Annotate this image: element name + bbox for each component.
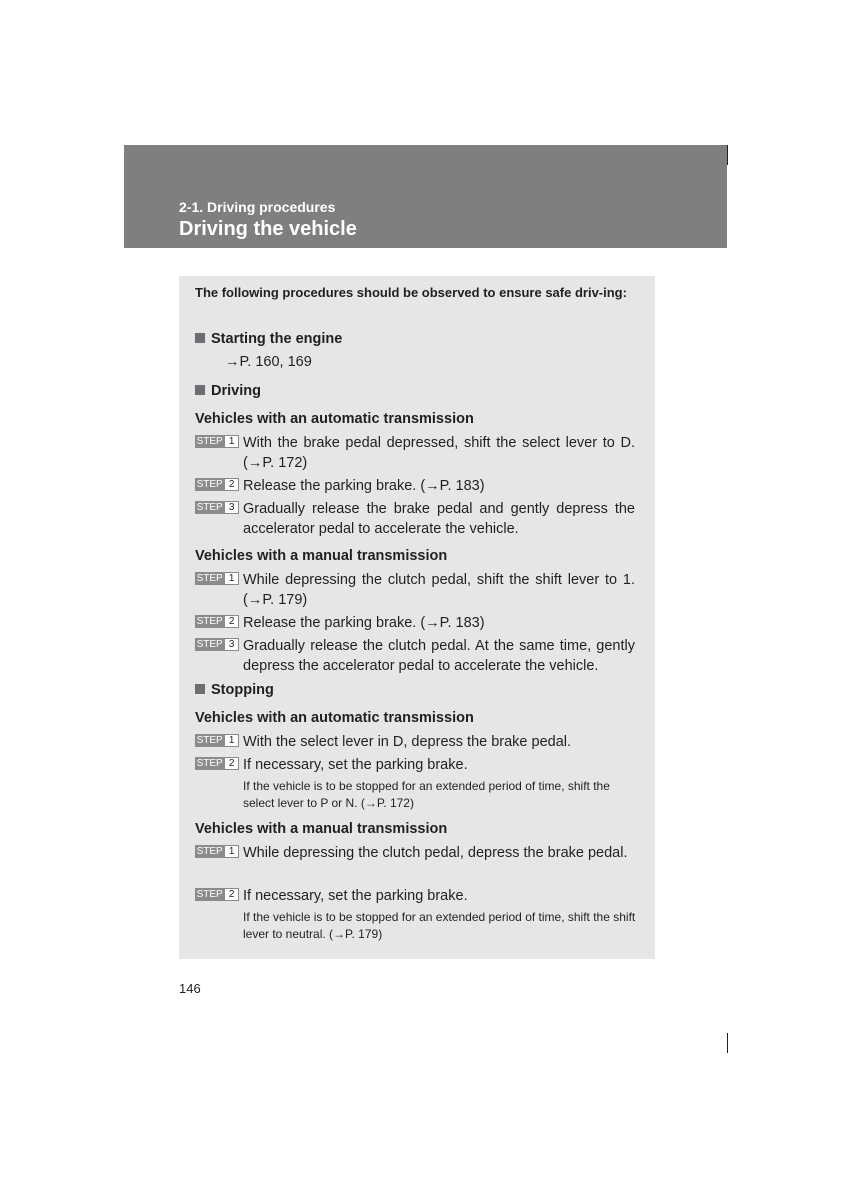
starting-engine-reference: →P. 160, 169 (225, 354, 312, 370)
intro-text: The following procedures should be observed to ensure safe driv-ing: (195, 285, 627, 300)
header-edge-mark (727, 145, 728, 165)
step-badge: STEP 1 (195, 845, 239, 858)
margin-mark (727, 1033, 728, 1053)
driving-auto-title: Vehicles with an automatic transmission (195, 411, 474, 427)
stopping-manual-note: If the vehicle is to be stopped for an extended period of time, shift the shift lever to neutral. (→P. 179) (243, 910, 636, 941)
page-title: Driving the vehicle (179, 218, 357, 240)
step-badge: STEP 1 (195, 734, 239, 747)
step-text: Release the parking brake. (→P. 183) (243, 478, 485, 494)
step-badge: STEP 3 (195, 501, 239, 514)
square-bullet-icon (195, 385, 205, 395)
chapter-header (124, 145, 727, 248)
page-number: 146 (179, 981, 201, 996)
step-badge: STEP 3 (195, 638, 239, 651)
step-text: Gradually release the brake pedal and gently depress the accelerator pedal to accelerate the vehicle. (243, 501, 635, 537)
driving-manual-title: Vehicles with a manual transmission (195, 548, 448, 564)
step-text: With the brake pedal depressed, shift the select lever to D. (→P. 172) (243, 435, 635, 471)
step-badge: STEP 2 (195, 888, 239, 901)
stopping-auto-title: Vehicles with an automatic transmission (195, 710, 474, 726)
step-text: If necessary, set the parking brake. (243, 757, 468, 773)
step-badge: STEP 1 (195, 435, 239, 448)
step-text: If necessary, set the parking brake. (243, 888, 468, 904)
step-badge: STEP 1 (195, 572, 239, 585)
stopping-auto-note: If the vehicle is to be stopped for an extended period of time, shift the select lever to P or N. (→P. 172) (243, 779, 610, 810)
heading-starting-engine: Starting the engine (195, 331, 342, 347)
square-bullet-icon (195, 333, 205, 343)
step-text: Gradually release the clutch pedal. At the same time, gently depress the accelerator pedal to accelerate the vehicle. (243, 638, 635, 674)
heading-stopping: Stopping (195, 682, 274, 698)
square-bullet-icon (195, 684, 205, 694)
step-badge: STEP 2 (195, 478, 239, 491)
step-text: Release the parking brake. (→P. 183) (243, 615, 485, 631)
step-badge: STEP 2 (195, 615, 239, 628)
step-badge: STEP 2 (195, 757, 239, 770)
step-text: With the select lever in D, depress the brake pedal. (243, 734, 572, 750)
step-text: While depressing the clutch pedal, depress the brake pedal. (243, 845, 628, 861)
step-text: While depressing the clutch pedal, shift the shift lever to 1. (→P. 179) (243, 572, 635, 608)
stopping-manual-title: Vehicles with a manual transmission (195, 821, 448, 837)
heading-driving: Driving (195, 383, 261, 399)
procedure-panel (179, 276, 655, 959)
section-label: 2-1. Driving procedures (179, 199, 336, 215)
